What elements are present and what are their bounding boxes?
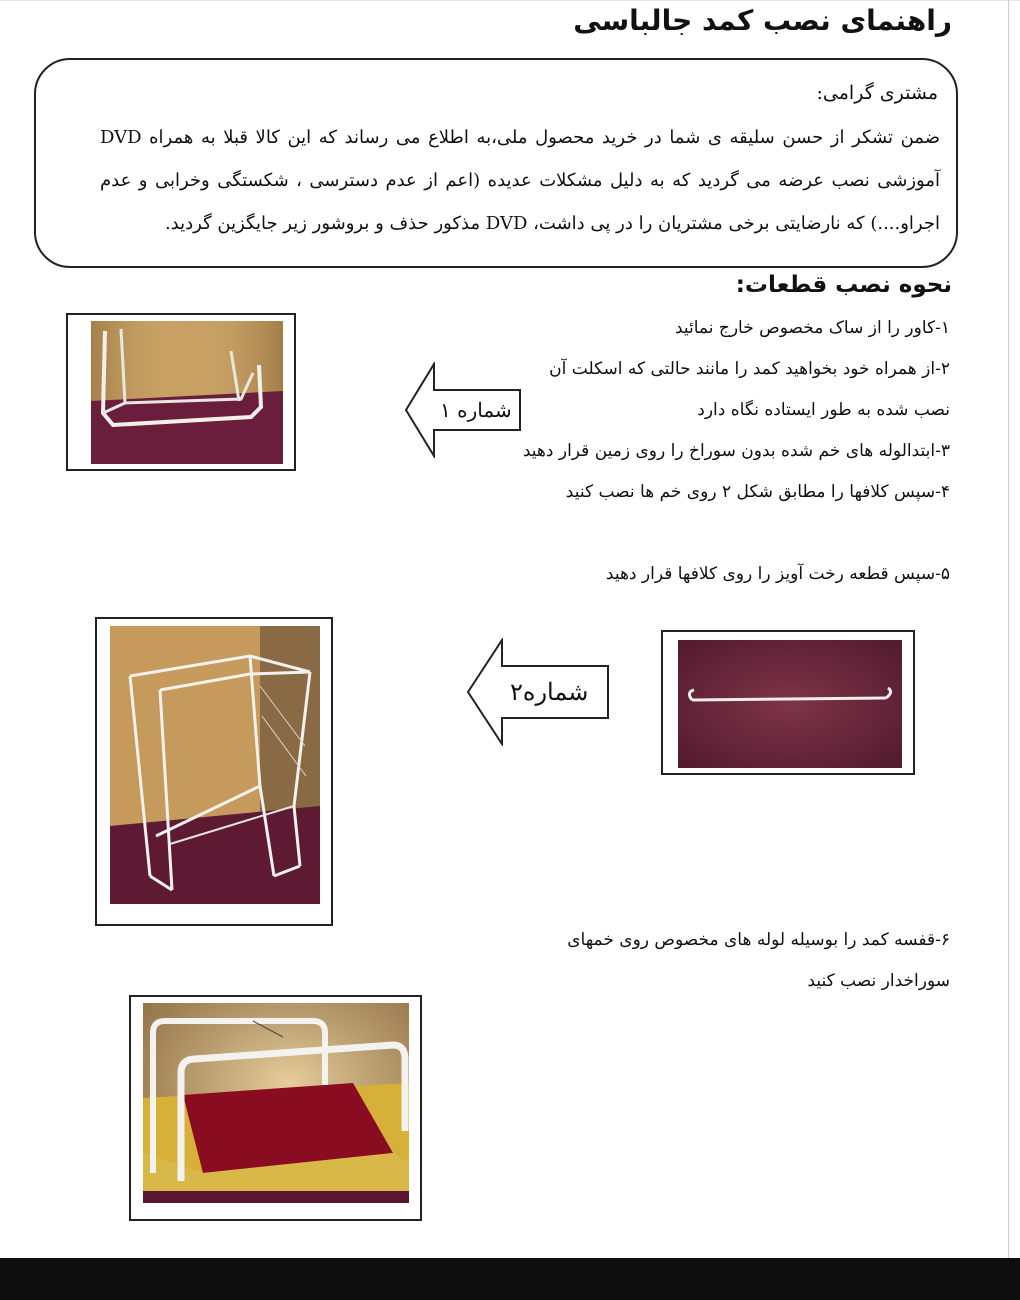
step-3: ۳-ابتدالوله های خم شده بدون سوراخ را روی زمین قرار دهید (522, 441, 950, 461)
bottom-dark-bar (0, 1258, 1020, 1300)
step-6-continued: سوراخدار نصب کنید (807, 971, 950, 991)
photo-4-shelf-tubes (143, 1003, 409, 1203)
step-6: ۶-قفسه کمد را بوسیله لوله های مخصوص روی خمهای (567, 930, 950, 950)
page-right-edge (1008, 0, 1009, 1258)
step-5: ۵-سپس قطعه رخت آویز را روی کلافها قرار دهید (605, 564, 950, 584)
photo-1-base-frame (91, 321, 283, 464)
arrow-figure-1-label: شماره ۱ (440, 398, 512, 422)
section-title: نحوه نصب قطعات: (735, 272, 952, 298)
intro-paragraph: ضمن تشکر از حسن سلیقه ی شما در خرید محصول ملی،به اطلاع می رساند که این کالا قبلا به همراه DVD آموزشی نصب عرضه می گردید که به دلیل مشکلات عدیده (اعم از عدم دسترسی ، شکستگی وخرابی و عدم اجراو....) که نارضایتی برخی مشتریان را در پی داشت، DVD مذکور حذف و بروشور زیر جایگزین گردید. (100, 127, 940, 234)
step-4: ۴-سپس کلافها را مطابق شکل ۲ روی خم ها نصب کنید (565, 482, 950, 502)
step-2-continued: نصب شده به طور ایستاده نگاه دارد (697, 400, 950, 420)
page-top-edge (0, 0, 1020, 1)
step-2: ۲-از همراه خود بخواهید کمد را مانند حالتی که اسکلت آن (549, 359, 950, 379)
intro-greeting: مشتری گرامی: (816, 82, 938, 104)
arrow-figure-2-label: شماره۲ (510, 678, 589, 706)
page-title: راهنمای نصب کمد جالباسی (573, 4, 952, 37)
photo-2-assembled-frame (110, 626, 320, 904)
step-1: ۱-کاور را از ساک مخصوص خارج نمائید (674, 318, 950, 338)
photo-3-hanger-rod (678, 640, 902, 768)
